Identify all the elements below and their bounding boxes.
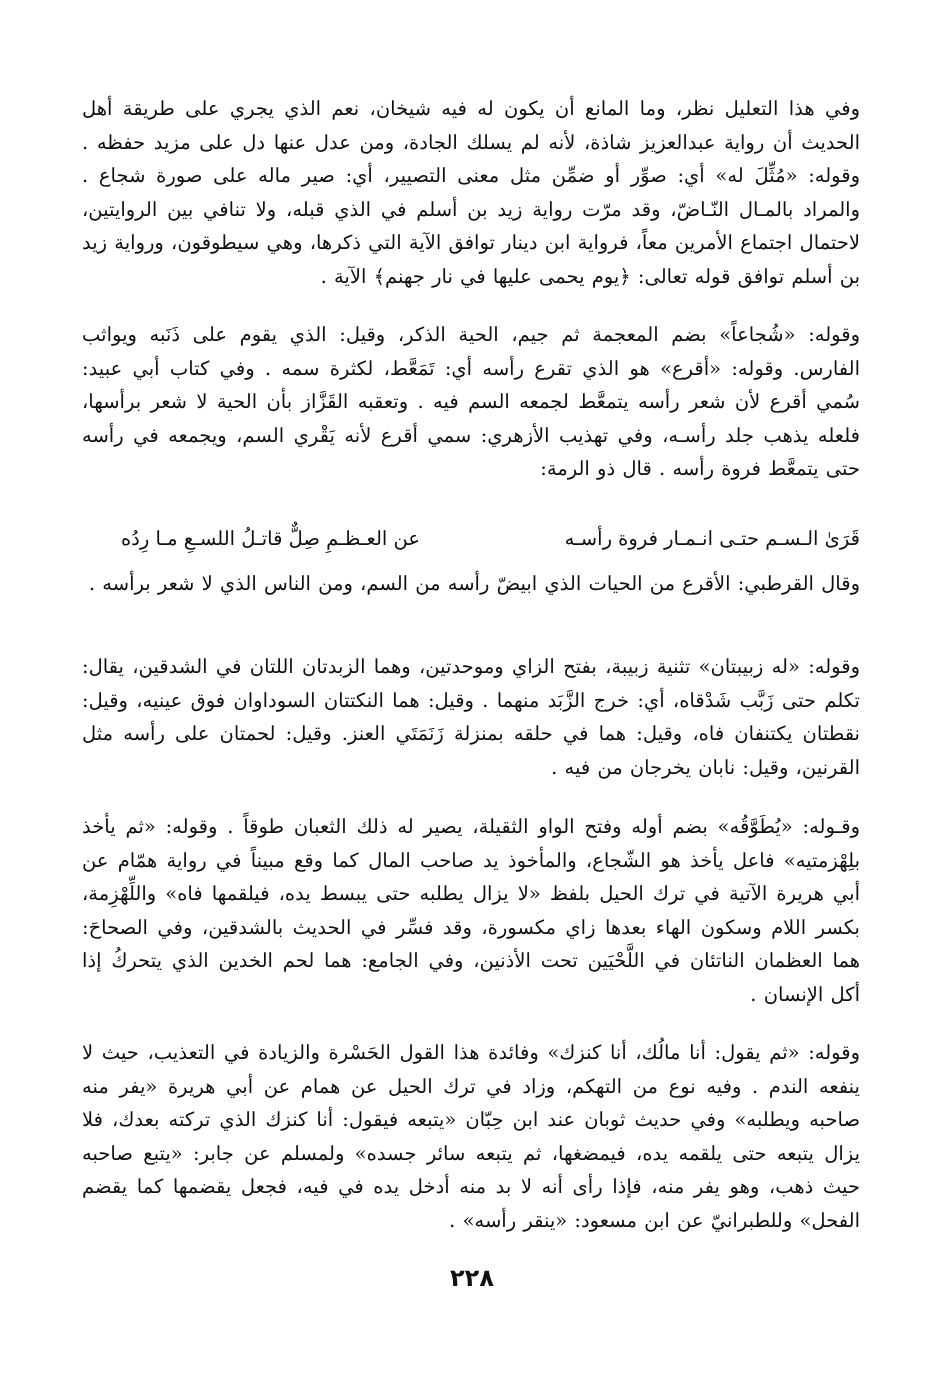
poetry-verse xyxy=(82,521,860,561)
paragraph-4 xyxy=(82,650,860,784)
paragraph-3 xyxy=(82,567,860,601)
page-number: ٢٢٨ xyxy=(450,1264,494,1292)
paragraph-text: وقوله: «له زبيبتان» تثنية زبيبة، بفتح الزاي وموحدتين، وهما الزبدتان اللتان في الشدقين، يقال: تكلم حتى زَبَّب شَدْقاه، أي: خرج الزَّبَد منهما . وقيل: هما النكتتان السوداوان فوق عينيه، وقيل: نقطتان يكتنفان فاه، وقيل: هما في حلقه بمنزلة زَنَمَتَي العنز. وقيل: لحمتان على رأسه مثل القرنين، وقيل: نابان يخرجان من فيه . xyxy=(82,655,860,779)
paragraph-1 xyxy=(82,92,860,294)
paragraph-2 xyxy=(82,318,860,486)
paragraph-text: وقال القرطبي: الأقرع من الحيات الذي ابيضّ رأسه من السم، ومن الناس الذي لا شعر برأسه . xyxy=(88,572,860,595)
paragraph-text: وقـوله: «يُطَوَّقُه» بضم أوله وفتح الواو الثقيلة، يصير له ذلك الثعبان طوقاً . وقوله: «ثم يأخذ بلِهْزمتيه» فاعل يأخذ هو الشّجاع، والمأخوذ يد صاحب المال كما وقع مبيناً في رواية همّام عن أبي هريرة الآتية في ترك الحيل بلفظ «لا يزال يطلبه حتى يبسط يده، فيلقمها فاه» واللِّهْزِمة، بكسر اللام وسكون الهاء بعدها زاي مكسورة، وقد فسِّر في الحديث بالشدقين، وفي الصحاحَ: هما العظمان الناتئان في اللَّحْيَين تحت الأذنين، وفي الجامع: هما لحم الخدين الذي يتحركُ إذا أكل الإنسان . xyxy=(82,815,860,1006)
paragraph-text: وقوله: «شُجاعاً» بضم المعجمة ثم جيم، الحية الذكر، وقيل: الذي يقوم على ذَنَبه ويواثب الفارس. وقوله: «أقرع» هو الذي تقرع رأسه أي: تَمَعَّط، لكثرة سمه . وفي كتاب أبي عبيد: سُمي أقرع لأن شعر رأسه يتمعَّط لجمعه السم فيه . وتعقبه القَزَّاز بأن الحية لا شعر برأسها، فلعله يذهب جلد رأسـه، وفي تهذيب الأزهري: سمي أقرع لأنه يَقْري السم، ويجمعه في رأسه حتى يتمعَّط فروة رأسه . قال ذو الرمة: xyxy=(82,323,861,481)
paragraph-5 xyxy=(82,810,860,1012)
paragraph-text: وقوله: «ثم يقول: أنا مالُك، أنا كنزك» وفائدة هذا القول الحَسْرة والزيادة في التعذيب، حيث لا ينفعه الندم . وفيه نوع من التهكم، وزاد في ترك الحيل عن همام عن أبي هريرة «يفر منه صاحبه ويطلبه» وفي حديث ثوبان عند ابن حِبّان «يتبعه فيقول: أنا كنزك الذي تركته بعدك، فلا يزال يتبعه حتى يلقمه يده، فيمضغها، ثم يتبعه سائر جسده» ولمسلم عن جابر: «يتبع صاحبه حيث ذهب، وهو يفر منه، فإذا رأى أنه لا بد منه أدخل يده في فيه، فجعل يقضمها كما يقضم الفحل» وللطبرانيّ عن ابن مسعود: «ينقر رأسه» . xyxy=(82,1041,860,1232)
paragraph-6 xyxy=(82,1036,860,1238)
verse-second-hemistich: عن العـظـمِ صِلٌّ قاتـلُ اللسـعِ مـا رِدُه xyxy=(120,527,420,550)
verse-first-hemistich: قَرَىٰ الـسـم حتـى انـمـار فروة رأسـه xyxy=(564,527,860,550)
paragraph-text: وفي هذا التعليل نظر، وما المانع أن يكون له فيه شيخان، نعم الذي يجري على طريقة أهل الحديث أن رواية عبدالعزيز شاذة، لأنه لم يسلك الجادة، ومن عدل عنها دل على مزيد حفظه . وقوله: «مُثِّلَ له» أي: صوِّر أو ضمِّن مثل معنى التصيير، أي: صير ماله على صورة شجاع . والمراد بالمـال النّـاضّ، وقد مرّت رواية زيد بن أسلم في الذي قبله، ولا تنافي بين الروايتين، لاحتمال اجتماع الأمرين معاً، فرواية ابن دينار توافق الآية التي ذكرها، وهي سيطوقون، ورواية زيد بن أسلم توافق قوله تعالى: ﴿يوم يحمى عليها في نار جهنم﴾ الآية . xyxy=(82,97,860,288)
